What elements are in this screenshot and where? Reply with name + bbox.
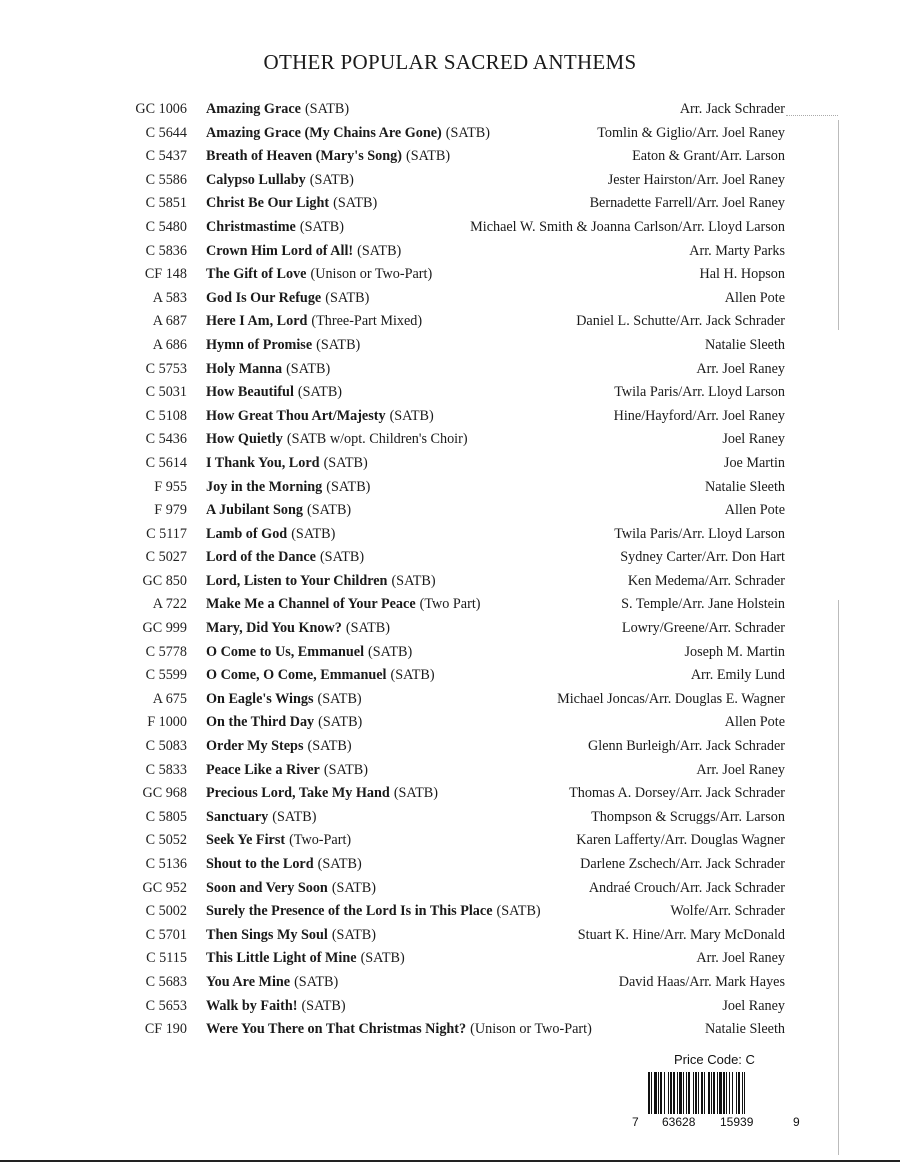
voicing: (SATB): [393, 785, 438, 802]
catalog-code: C 5833: [145, 761, 187, 778]
voicing: (SATB): [326, 478, 371, 495]
voicing: (Unison or Two-Part): [470, 1021, 592, 1038]
arranger: Jester Hairston/Arr. Joel Raney: [607, 171, 785, 188]
anthem-title: Amazing Grace: [206, 101, 301, 117]
catalog-code: A 687: [152, 313, 187, 330]
anthem-title: Hymn of Promise: [206, 336, 313, 353]
voicing: (Two Part): [419, 596, 481, 613]
anthem-title-group: [206, 641, 412, 665]
anthem-title-group: [206, 617, 390, 641]
list-item: [0, 263, 900, 287]
list-item: [0, 924, 900, 948]
bottom-rule: [0, 1160, 900, 1162]
anthem-title: Soon and Very Soon: [206, 879, 328, 896]
list-item: [0, 641, 900, 665]
anthem-title: Breath of Heaven (Mary's Song): [206, 148, 402, 165]
catalog-code: GC 968: [142, 785, 187, 802]
anthem-title: Holy Manna: [206, 360, 283, 377]
anthem-title: Peace Like a River: [206, 761, 320, 778]
anthem-title: A Jubilant Song: [206, 502, 303, 519]
arranger: Natalie Sleeth: [705, 478, 785, 495]
arranger: Lowry/Greene/Arr. Schrader: [621, 620, 785, 637]
voicing: (SATB): [309, 171, 354, 188]
arranger: Joseph M. Martin: [684, 643, 785, 660]
arranger: Darlene Zschech/Arr. Jack Schrader: [580, 856, 785, 872]
voicing: (SATB): [331, 879, 376, 896]
anthem-title: The Gift of Love: [206, 266, 307, 283]
anthem-title: Christ Be Our Light: [206, 195, 330, 212]
catalog-code: GC 952: [142, 879, 187, 896]
catalog-code: C 5108: [145, 407, 187, 424]
voicing: (SATB): [317, 690, 362, 707]
anthem-title: Walk by Faith!: [206, 997, 298, 1014]
anthem-title-group: [206, 664, 435, 688]
anthem-title: Lamb of God: [206, 525, 288, 542]
barcode-icon: [648, 1072, 782, 1114]
anthem-list: [0, 98, 900, 1042]
catalog-code: CF 148: [144, 266, 187, 283]
anthem-title-group: [206, 476, 370, 500]
catalog-code: F 1000: [147, 714, 187, 731]
arranger: Arr. Marty Parks: [689, 242, 785, 259]
catalog-code: C 5480: [145, 218, 187, 235]
list-item: [0, 593, 900, 617]
anthem-title-group: [206, 452, 368, 476]
anthem-title-group: [206, 735, 352, 759]
voicing: (SATB): [323, 454, 368, 471]
arranger: Michael W. Smith & Joanna Carlson/Arr. Lloyd Larson: [470, 218, 785, 235]
anthem-title-group: [206, 310, 422, 334]
arranger: Arr. Emily Lund: [690, 667, 785, 684]
anthem-title-group: [206, 122, 490, 146]
voicing: (SATB w/opt. Children's Choir): [286, 431, 468, 448]
anthem-title-group: [206, 853, 362, 877]
anthem-title: O Come to Us, Emmanuel: [206, 643, 365, 660]
anthem-title: Precious Lord, Take My Hand: [206, 785, 390, 802]
anthem-title-group: [206, 900, 541, 924]
anthem-title: O Come, O Come, Emmanuel: [206, 667, 387, 684]
anthem-title-group: [206, 971, 338, 995]
barcode-digits-right: 15939: [720, 1115, 754, 1129]
voicing: (SATB): [405, 148, 451, 165]
catalog-code: C 5614: [145, 454, 187, 471]
voicing: (SATB): [345, 620, 390, 637]
list-item: [0, 1018, 900, 1042]
anthem-title-group: [206, 924, 376, 948]
catalog-code: C 5117: [146, 525, 187, 542]
catalog-code: C 5027: [145, 549, 187, 566]
catalog-code: C 5851: [145, 195, 187, 212]
catalog-code: C 5653: [145, 997, 187, 1014]
arranger: Joe Martin: [723, 454, 785, 471]
arranger: Tomlin & Giglio/Arr. Joel Raney: [597, 124, 785, 141]
list-item: [0, 688, 900, 712]
list-item: [0, 499, 900, 523]
arranger: Arr. Jack Schrader: [679, 101, 785, 117]
arranger: Hine/Hayford/Arr. Joel Raney: [613, 407, 785, 424]
arranger: Allen Pote: [724, 714, 785, 731]
list-item: [0, 664, 900, 688]
voicing: (SATB): [307, 502, 352, 519]
list-item: [0, 428, 900, 452]
catalog-code: C 5083: [145, 738, 187, 755]
arranger: Andraé Crouch/Arr. Jack Schrader: [588, 879, 785, 896]
voicing: (SATB): [323, 761, 368, 778]
arranger: Twila Paris/Arr. Lloyd Larson: [614, 384, 785, 401]
list-item: [0, 287, 900, 311]
voicing: (SATB): [391, 572, 436, 589]
catalog-code: C 5002: [145, 903, 187, 920]
catalog-code: C 5778: [145, 643, 187, 660]
list-item: [0, 334, 900, 358]
anthem-title: On the Third Day: [206, 714, 315, 731]
anthem-title: How Great Thou Art/Majesty: [206, 407, 386, 424]
catalog-code: CF 190: [144, 1021, 187, 1038]
list-item: [0, 759, 900, 783]
list-item: [0, 617, 900, 641]
list-item: [0, 452, 900, 476]
anthem-title-group: [206, 570, 436, 594]
anthem-title: Order My Steps: [206, 738, 304, 755]
list-item: [0, 711, 900, 735]
barcode-digit-check: 9: [793, 1115, 800, 1129]
voicing: (Three-Part Mixed): [311, 313, 423, 330]
anthem-title: Lord, Listen to Your Children: [206, 572, 388, 589]
list-item: [0, 122, 900, 146]
arranger: Arr. Joel Raney: [696, 761, 785, 778]
anthem-title-group: [206, 523, 335, 547]
catalog-code: C 5805: [145, 808, 187, 825]
list-item: [0, 523, 900, 547]
anthem-title-group: [206, 877, 376, 901]
anthem-title: How Quietly: [206, 431, 283, 448]
anthem-title: Sanctuary: [206, 808, 269, 825]
anthem-title-group: [206, 216, 344, 240]
anthem-title-group: [206, 759, 368, 783]
catalog-code: GC 850: [142, 572, 187, 589]
anthem-title: Amazing Grace (My Chains Are Gone): [206, 124, 442, 141]
list-item: [0, 476, 900, 500]
arranger: David Haas/Arr. Mark Hayes: [618, 973, 785, 990]
anthem-title: Shout to the Lord: [206, 856, 314, 872]
arranger: Stuart K. Hine/Arr. Mary McDonald: [577, 926, 785, 943]
arranger: Glenn Burleigh/Arr. Jack Schrader: [588, 738, 785, 755]
voicing: (SATB): [360, 950, 405, 967]
anthem-title: God Is Our Refuge: [206, 289, 322, 306]
list-item: [0, 829, 900, 853]
anthem-title: You Are Mine: [206, 973, 291, 990]
catalog-code: GC 1006: [135, 101, 187, 117]
list-item: [0, 216, 900, 240]
catalog-code: C 5753: [145, 360, 187, 377]
voicing: (SATB): [318, 714, 363, 731]
anthem-title-group: [206, 499, 351, 523]
list-item: [0, 381, 900, 405]
catalog-code: C 5683: [145, 973, 187, 990]
anthem-title-group: [206, 98, 349, 122]
voicing: (SATB): [299, 218, 344, 235]
arranger: Wolfe/Arr. Schrader: [670, 903, 785, 920]
list-item: [0, 995, 900, 1019]
list-item: [0, 169, 900, 193]
anthem-title-group: [206, 546, 364, 570]
list-item: [0, 806, 900, 830]
voicing: (SATB): [331, 926, 376, 943]
voicing: (SATB): [368, 643, 413, 660]
list-item: [0, 546, 900, 570]
voicing: (SATB): [333, 195, 378, 212]
catalog-code: C 5136: [145, 856, 187, 872]
list-item: [0, 877, 900, 901]
list-item: [0, 405, 900, 429]
anthem-title-group: [206, 688, 362, 712]
list-item: [0, 145, 900, 169]
anthem-title: Joy in the Morning: [206, 478, 323, 495]
anthem-title: This Little Light of Mine: [206, 950, 357, 967]
voicing: (SATB): [272, 808, 317, 825]
catalog-code: C 5115: [146, 950, 187, 967]
voicing: (SATB): [286, 360, 331, 377]
catalog-code: C 5031: [145, 384, 187, 401]
catalog-code: GC 999: [142, 620, 187, 637]
catalog-code: C 5836: [145, 242, 187, 259]
anthem-title-group: [206, 381, 342, 405]
arranger: Ken Medema/Arr. Schrader: [627, 572, 785, 589]
anthem-title: Make Me a Channel of Your Peace: [206, 596, 416, 613]
anthem-title-group: [206, 145, 450, 169]
voicing: (SATB): [301, 997, 346, 1014]
list-item: [0, 358, 900, 382]
anthem-title-group: [206, 287, 369, 311]
anthem-title: Were You There on That Christmas Night?: [206, 1021, 467, 1038]
arranger: Eaton & Grant/Arr. Larson: [632, 148, 785, 165]
anthem-title: Lord of the Dance: [206, 549, 316, 566]
list-item: [0, 570, 900, 594]
anthem-title: Mary, Did You Know?: [206, 620, 342, 637]
anthem-title: Then Sings My Soul: [206, 926, 328, 943]
arranger: Natalie Sleeth: [705, 336, 785, 353]
catalog-code: C 5436: [145, 431, 187, 448]
voicing: (SATB): [496, 903, 541, 920]
list-item: [0, 853, 900, 877]
anthem-title-group: [206, 169, 354, 193]
arranger: Thomas A. Dorsey/Arr. Jack Schrader: [569, 785, 785, 802]
arranger: S. Temple/Arr. Jane Holstein: [621, 596, 785, 613]
anthem-title-group: [206, 995, 346, 1019]
voicing: (SATB): [294, 973, 339, 990]
catalog-code: A 722: [152, 596, 187, 613]
voicing: (SATB): [291, 525, 336, 542]
page-title: OTHER POPULAR SACRED ANTHEMS: [263, 50, 637, 74]
arranger: Natalie Sleeth: [705, 1021, 785, 1038]
anthem-title-group: [206, 263, 432, 287]
voicing: (SATB): [390, 667, 435, 684]
voicing: (SATB): [319, 549, 365, 566]
arranger: Karen Lafferty/Arr. Douglas Wagner: [576, 832, 785, 849]
list-item: [0, 947, 900, 971]
arranger: Hal H. Hopson: [699, 266, 785, 283]
list-item: [0, 900, 900, 924]
catalog-code: C 5052: [145, 832, 187, 849]
arranger: Joel Raney: [722, 431, 785, 448]
arranger: Thompson & Scruggs/Arr. Larson: [591, 808, 785, 825]
voicing: (SATB): [325, 289, 370, 306]
anthem-title-group: [206, 782, 438, 806]
voicing: (SATB): [304, 101, 350, 117]
list-item: [0, 971, 900, 995]
anthem-title-group: [206, 806, 316, 830]
catalog-code: C 5599: [145, 667, 187, 684]
list-item: [0, 735, 900, 759]
barcode-digits-left: 63628: [662, 1115, 696, 1129]
anthem-title: Crown Him Lord of All!: [206, 242, 354, 259]
voicing: (SATB): [317, 856, 362, 872]
anthem-title-group: [206, 428, 468, 452]
arranger: Bernadette Farrell/Arr. Joel Raney: [589, 195, 785, 212]
list-item: [0, 240, 900, 264]
arranger: Allen Pote: [724, 289, 785, 306]
list-item: [0, 782, 900, 806]
catalog-code: C 5701: [145, 926, 187, 943]
arranger: Michael Joncas/Arr. Douglas E. Wagner: [557, 690, 785, 707]
anthem-title-group: [206, 829, 351, 853]
arranger: Arr. Joel Raney: [696, 950, 785, 967]
catalog-code: A 686: [152, 336, 187, 353]
voicing: (SATB): [445, 124, 490, 141]
arranger: Arr. Joel Raney: [696, 360, 785, 377]
voicing: (Unison or Two-Part): [310, 266, 433, 283]
list-item: [0, 310, 900, 334]
anthem-title-group: [206, 405, 434, 429]
voicing: (SATB): [389, 407, 434, 424]
price-code: Price Code: C: [674, 1052, 755, 1067]
catalog-code: F 979: [154, 502, 187, 519]
anthem-title-group: [206, 947, 405, 971]
voicing: (Two-Part): [289, 832, 352, 849]
anthem-title-group: [206, 1018, 592, 1042]
anthem-title-group: [206, 192, 377, 216]
catalog-code: C 5586: [145, 171, 187, 188]
anthem-title: I Thank You, Lord: [206, 454, 320, 471]
list-item: [0, 98, 900, 122]
voicing: (SATB): [316, 336, 361, 353]
anthem-title: Here I Am, Lord: [206, 313, 308, 330]
catalog-code: C 5644: [145, 124, 187, 141]
arranger: Sydney Carter/Arr. Don Hart: [620, 549, 785, 566]
anthem-title: Christmastime: [206, 218, 296, 235]
arranger: Twila Paris/Arr. Lloyd Larson: [614, 525, 785, 542]
voicing: (SATB): [357, 242, 402, 259]
anthem-title-group: [206, 593, 481, 617]
voicing: (SATB): [307, 738, 352, 755]
anthem-title-group: [206, 334, 360, 358]
arranger: Daniel L. Schutte/Arr. Jack Schrader: [576, 313, 785, 330]
barcode-digit-lead: 7: [632, 1115, 639, 1129]
arranger: Allen Pote: [724, 502, 785, 519]
catalog-code: A 583: [152, 289, 187, 306]
anthem-title-group: [206, 240, 401, 264]
anthem-title: Calypso Lullaby: [206, 171, 306, 188]
anthem-title: How Beautiful: [206, 384, 294, 401]
catalog-code: C 5437: [145, 148, 187, 165]
catalog-code: A 675: [152, 690, 187, 707]
anthem-title-group: [206, 711, 362, 735]
voicing: (SATB): [297, 384, 343, 401]
anthem-title-group: [206, 358, 330, 382]
anthem-title: Surely the Presence of the Lord Is in This Place: [206, 903, 493, 920]
list-item: [0, 192, 900, 216]
anthem-title: Seek Ye First: [206, 832, 286, 849]
anthem-title: On Eagle's Wings: [206, 690, 314, 707]
catalog-code: F 955: [154, 478, 187, 495]
arranger: Joel Raney: [722, 997, 785, 1014]
